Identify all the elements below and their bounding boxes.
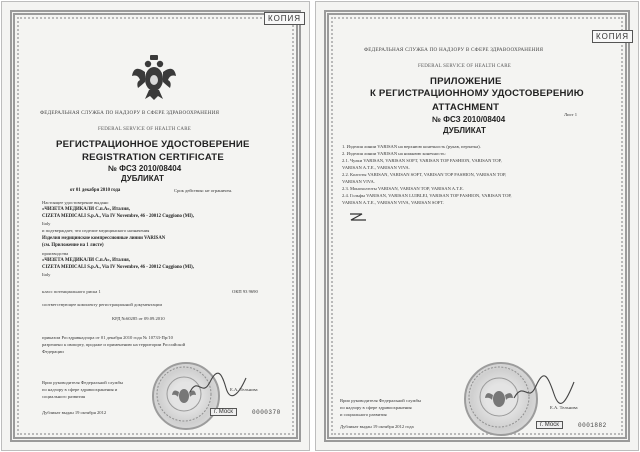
signature	[512, 374, 576, 406]
signature	[188, 370, 248, 400]
body-line: CIZETA MEDICALI S.p.A., Via IV Novembre, 46 - 20012 Cuggiono (MI),	[42, 214, 194, 219]
serial-number: 0000370	[252, 409, 281, 416]
service-name-en: FEDERAL SERVICE OF HEALTH CARE	[418, 64, 512, 69]
duplicate-issued: Дубликат выдан 19 октября 2012 года	[340, 424, 414, 429]
signatory-title: по надзору в сфере здравоохранения	[340, 405, 412, 410]
signatory-name: Е.А. Тельнова	[550, 405, 578, 410]
attachment-item: 2.2. Колготы VARISAN, VARISAN SOFT, VARISAN TOP FASHION, VARISAN TOP,	[342, 172, 507, 177]
copy-stamp: КОПИЯ	[264, 12, 305, 25]
city-label: г. Моск	[210, 408, 237, 416]
attachment-item: VARISAN A.T.E., VARISAN VIVA, VARISAN SOFT.	[342, 200, 444, 205]
city-label: г. Моск	[536, 421, 563, 429]
signatory-title: социального развития	[42, 394, 86, 399]
validity-term: Срок действия: не ограничен.	[174, 188, 233, 193]
service-name-ru: ФЕДЕРАЛЬНАЯ СЛУЖБА ПО НАДЗОРУ В СФЕРЕ ЗДРАВООХРАНЕНИЯ	[40, 110, 220, 116]
order-line: Федерации	[42, 349, 64, 354]
issue-date: от 01 декабря 2010 года	[70, 188, 121, 193]
registration-certificate-page	[1, 1, 310, 451]
duplicate-issued: Дубликат выдан 19 октября 2012	[42, 410, 107, 415]
signatory-title: и социального развития	[340, 412, 387, 417]
z-strikeout-mark	[348, 212, 368, 222]
body-line: и подтверждает, что изделие медицинского назначения	[42, 228, 150, 233]
title-en: REGISTRATION CERTIFICATE	[82, 152, 224, 163]
registration-number: № ФСЗ 2010/08404	[432, 115, 506, 124]
signatory-title: Врио руководителя Федеральной службы	[42, 380, 124, 385]
attachment-item: VARISAN VIVA.	[342, 179, 375, 184]
sheet-number: Лист 1	[564, 112, 578, 117]
attachment-item: VARISAN A.T.E., VARISAN VIVA.	[342, 165, 410, 170]
order-line: разрешено к импорту, продаже и применению на территории Российской	[42, 342, 186, 347]
okp-code: ОКП 93 9690	[232, 289, 258, 294]
attachment-title-en: ATTACHMENT	[432, 102, 500, 113]
body-line: (см. Приложение на 1 листе)	[42, 243, 104, 248]
body-line: Italy	[42, 221, 51, 226]
double-headed-eagle-emblem	[130, 52, 178, 102]
attachment-item: 2. Изделия линии VARISAN на нижнюю конечность:	[342, 151, 446, 156]
service-name-en: FEDERAL SERVICE OF HEALTH CARE	[98, 127, 192, 132]
body-line: производства	[42, 251, 69, 256]
body-line: Italy	[42, 272, 51, 277]
registration-number: № ФСЗ 2010/08404	[108, 164, 182, 173]
attachment-page	[315, 1, 639, 451]
serial-number: 0001882	[578, 422, 607, 429]
signatory-title: Врио руководителя Федеральной службы	[340, 398, 422, 403]
body-line: Настоящее удостоверение выдано	[42, 200, 109, 205]
copy-stamp: КОПИЯ	[592, 30, 633, 43]
attachment-title-ru-2: К РЕГИСТРАЦИОННОМУ УДОСТОВЕРЕНИЮ	[370, 88, 584, 99]
body-line: «ЧИЗЕТА МЕДИКАЛИ С.п.А», Италия,	[42, 207, 130, 212]
attachment-item: 2.1. Чулки VARISAN, VARISAN SOFT, VARISAN TOP FASHION, VARISAN TOP,	[342, 158, 502, 163]
service-name-ru: ФЕДЕРАЛЬНАЯ СЛУЖБА ПО НАДЗОРУ В СФЕРЕ ЗДРАВООХРАНЕНИЯ	[364, 47, 544, 53]
order-line: приказом Росздравнадзора от 01 декабря 2010 года № 10733-Пр/10	[42, 335, 173, 340]
title-ru: РЕГИСТРАЦИОННОЕ УДОСТОВЕРЕНИЕ	[56, 139, 250, 150]
signatory-name: Е.А. Тельнова	[230, 387, 258, 392]
body-line: Изделия медицинские компрессионные линии VARISAN	[42, 236, 166, 241]
attachment-item: 2.3. Монохолготы VARISAN, VARISAN TOP, VARISAN A.T.E.	[342, 186, 464, 191]
risk-class: класс потенциального риска 1	[42, 289, 101, 294]
krd-number: КРД №60285 от 09.09.2010	[112, 316, 165, 321]
attachment-item: 1. Изделия линии VARISAN на верхнюю конечность (рукав, перчатка).	[342, 144, 481, 149]
body-line: CIZETA MEDICALI S.p.A., Via IV Novembre, 46 - 20012 Cuggiono (MI),	[42, 265, 194, 270]
duplicate-label: ДУБЛИКАТ	[121, 174, 164, 183]
body-line: «ЧИЗЕТА МЕДИКАЛИ С.п.А», Италия,	[42, 258, 130, 263]
signatory-title: по надзору в сфере здравоохранения и	[42, 387, 118, 392]
duplicate-label: ДУБЛИКАТ	[443, 126, 486, 135]
conformity-line: соответствующее комплекту регистрационной документации	[42, 302, 162, 307]
attachment-item: 2.4. Гольфы VARISAN, VARISAN LUIBLEI, VARISAN TOP FASHION, VARISAN TOP,	[342, 193, 512, 198]
attachment-title-ru: ПРИЛОЖЕНИЕ	[430, 76, 502, 87]
